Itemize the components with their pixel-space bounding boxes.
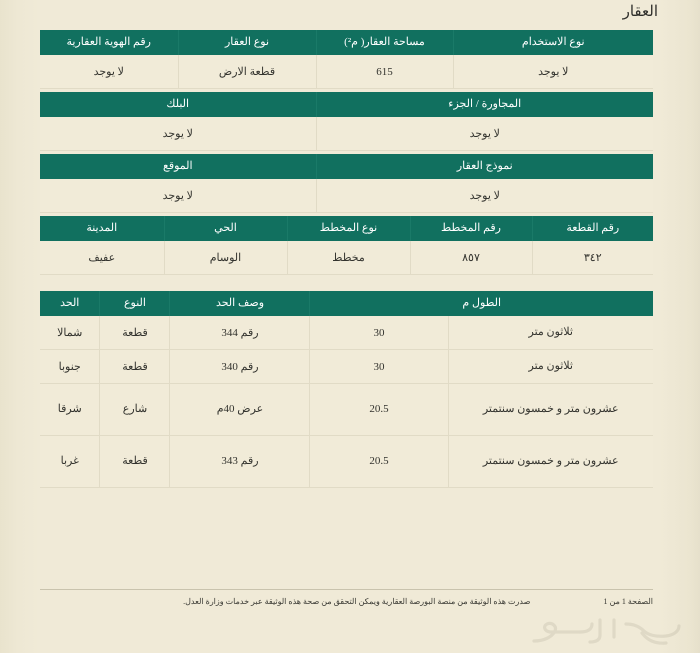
- table-row: [40, 55, 653, 89]
- cell-boundary-description: عرض 40م: [170, 384, 310, 436]
- cell-length-number: 30: [310, 316, 448, 350]
- cell-length-text: عشرون متر و خمسون سنتمتر: [448, 384, 653, 436]
- cell-neighbouring-part: لا يوجد: [316, 117, 653, 151]
- column-header-location: الموقع: [40, 154, 316, 179]
- cell-length-number: 20.5: [310, 436, 448, 488]
- table-row: [40, 117, 653, 151]
- cell-boundary-type: قطعة: [100, 350, 170, 384]
- cell-city: عفيف: [40, 241, 164, 275]
- table-row: [40, 350, 653, 384]
- cell-plan-type: مخطط: [287, 241, 410, 275]
- cell-district: الوسام: [164, 241, 287, 275]
- table-header-row: [40, 216, 653, 241]
- cell-boundary-side: شرقا: [40, 384, 100, 436]
- tables-area: [40, 30, 653, 488]
- column-header-parcel-number: رقم القطعة: [532, 216, 653, 241]
- table-header-row: [40, 92, 653, 117]
- footer-row: [40, 597, 653, 607]
- column-header-usage-type: نوع الاستخدام: [453, 30, 653, 55]
- table-header-row: [40, 30, 653, 55]
- table-row: [40, 384, 653, 436]
- cell-property-type: قطعة الارض: [178, 55, 316, 89]
- cell-boundary-side: شمالا: [40, 316, 100, 350]
- cell-area: 615: [316, 55, 453, 89]
- cell-length-text: عشرون متر و خمسون سنتمتر: [448, 436, 653, 488]
- page-footer: [40, 589, 653, 623]
- cell-property-model: لا يوجد: [316, 179, 653, 213]
- cell-parcel-number: ٣٤٢: [532, 241, 653, 275]
- table-header-row: [40, 291, 653, 316]
- footer-page-number: الصفحة 1 من 1: [603, 597, 653, 606]
- column-header-city: المدينة: [40, 216, 164, 241]
- cell-block: لا يوجد: [40, 117, 316, 151]
- column-header-boundary-side: الحد: [40, 291, 100, 316]
- footer-verification-note: صدرت هذه الوثيقة من منصة البورصة العقارية ويمكن التحقق من صحة هذه الوثيقة عبر خدمات وزارة العدل.: [183, 597, 531, 606]
- cell-length-number: 20.5: [310, 384, 448, 436]
- cell-boundary-type: شارع: [100, 384, 170, 436]
- boundaries-table: [40, 291, 653, 488]
- cell-boundary-description: رقم 343: [170, 436, 310, 488]
- page-title: العقار: [622, 4, 658, 20]
- column-header-plan-type: نوع المخطط: [287, 216, 410, 241]
- cell-length-text: ثلاثون متر: [448, 316, 653, 350]
- cell-location: لا يوجد: [40, 179, 316, 213]
- cell-property-id: لا يوجد: [40, 55, 178, 89]
- cell-boundary-side: جنوبا: [40, 350, 100, 384]
- column-header-block: البلك: [40, 92, 316, 117]
- cell-boundary-side: غربا: [40, 436, 100, 488]
- column-header-district: الحي: [164, 216, 287, 241]
- column-header-property-id: رقم الهوية العقارية: [40, 30, 178, 55]
- table-row: [40, 241, 653, 275]
- column-header-property-type: نوع العقار: [178, 30, 316, 55]
- cell-boundary-description: رقم 340: [170, 350, 310, 384]
- column-header-boundary-description: وصف الحد: [170, 291, 310, 316]
- column-header-area: مساحة العقار( م²): [316, 30, 453, 55]
- footer-divider: [40, 589, 653, 590]
- cell-boundary-type: قطعة: [100, 436, 170, 488]
- table-header-row: [40, 154, 653, 179]
- column-header-length: الطول م: [310, 291, 653, 316]
- cell-length-text: ثلاثون متر: [448, 350, 653, 384]
- table-row: [40, 316, 653, 350]
- cell-usage-type: لا يوجد: [453, 55, 653, 89]
- property-details-table: [40, 30, 653, 213]
- column-header-plan-number: رقم المخطط: [410, 216, 532, 241]
- table-row: [40, 179, 653, 213]
- cell-boundary-type: قطعة: [100, 316, 170, 350]
- column-header-property-model: نموذج العقار: [316, 154, 653, 179]
- column-header-neighbouring-part: المجاورة / الجزء: [316, 92, 653, 117]
- plan-details-table: [40, 216, 653, 275]
- cell-length-number: 30: [310, 350, 448, 384]
- table-row: [40, 436, 653, 488]
- cell-plan-number: ٨٥٧: [410, 241, 532, 275]
- cell-boundary-description: رقم 344: [170, 316, 310, 350]
- column-header-boundary-type: النوع: [100, 291, 170, 316]
